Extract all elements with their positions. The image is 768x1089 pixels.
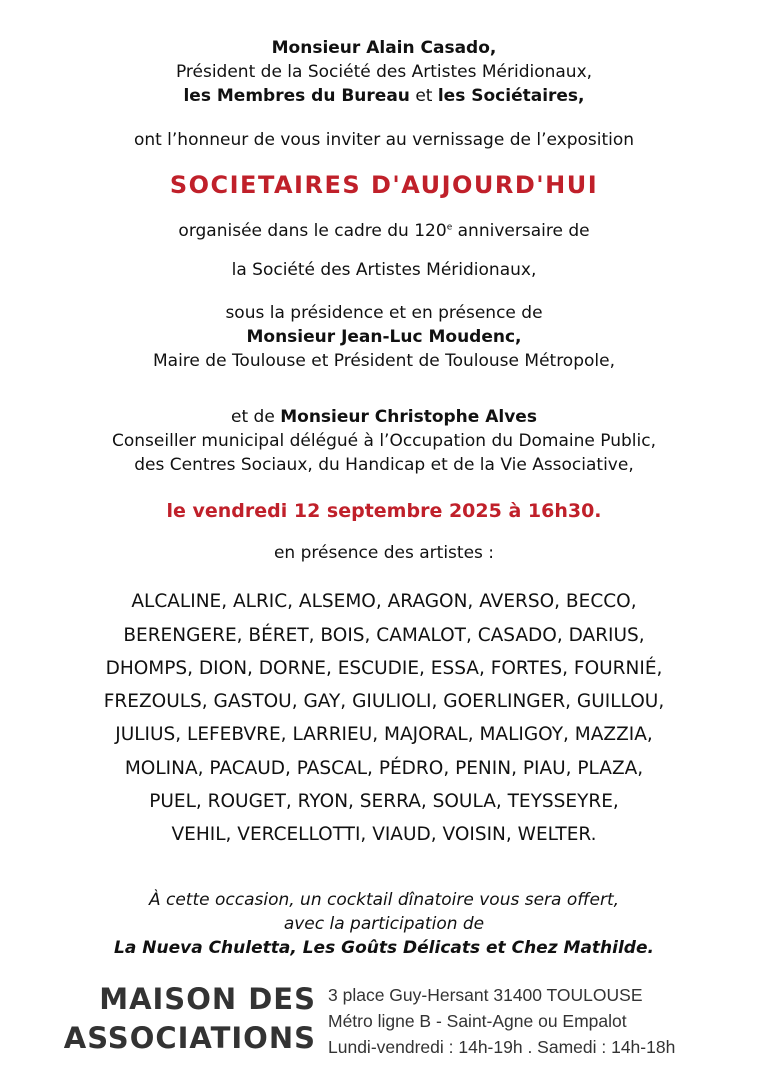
artists-intro: en présence des artistes : xyxy=(273,543,495,563)
president-name: Monsieur Alain Casado, xyxy=(271,38,497,58)
presidence-line: sous la présidence et en présence de xyxy=(225,303,543,323)
artists-line: MOLINA, PACAUD, PASCAL, PÉDRO, PENIN, PIAU, PLAZA, xyxy=(124,758,644,779)
artists-line: BERENGERE, BÉRET, BOIS, CAMALOT, CASADO, DARIUS, xyxy=(123,625,645,646)
bureau-and: et xyxy=(415,86,433,106)
councillor-line xyxy=(0,407,768,427)
ordinal-superscript: e xyxy=(446,222,453,233)
exhibition-title: SOCIETAIRES D'AUJOURD'HUI xyxy=(169,171,599,199)
cocktail-line-1: À cette occasion, un cocktail dînatoire vous sera offert, xyxy=(148,890,620,910)
venue-name-line-2: ASSOCIATIONS xyxy=(63,1021,316,1055)
mayor-name: Monsieur Jean-Luc Moudenc, xyxy=(246,327,522,347)
organized-suffix: anniversaire de xyxy=(452,221,590,241)
artists-line: ALCALINE, ALRIC, ALSEMO, ARAGON, AVERSO, BECCO, xyxy=(131,591,637,612)
councillor-title-2: des Centres Sociaux, du Handicap et de la Vie Associative, xyxy=(134,455,634,475)
president-title: Président de la Société des Artistes Méridionaux, xyxy=(175,62,593,82)
councillor-title-1: Conseiller municipal délégué à l’Occupation du Domaine Public, xyxy=(112,431,656,451)
venue-name-line-1: MAISON DES xyxy=(99,982,316,1016)
organized-prefix: organisée dans le cadre du 120 xyxy=(178,221,447,241)
artists-line: JULIUS, LEFEBVRE, LARRIEU, MAJORAL, MALIGOY, MAZZIA, xyxy=(115,724,653,745)
venue-address: 3 place Guy-Hersant 31400 TOULOUSE xyxy=(328,985,643,1005)
and-prefix: et de xyxy=(231,407,275,427)
society-line: la Société des Artistes Méridionaux, xyxy=(231,260,537,280)
mayor-title: Maire de Toulouse et Président de Toulouse Métropole, xyxy=(153,351,615,371)
venue-hours: Lundi-vendredi : 14h-19h . Samedi : 14h-18h xyxy=(328,1037,676,1057)
artists-line: DHOMPS, DION, DORNE, ESCUDIE, ESSA, FORTES, FOURNIÉ, xyxy=(105,658,663,679)
venue-metro: Métro ligne B - Saint-Agne ou Empalot xyxy=(328,1011,627,1031)
event-date: le vendredi 12 septembre 2025 à 16h30. xyxy=(166,500,602,522)
artists-line: VEHIL, VERCELLOTTI, VIAUD, VOISIN, WELTER. xyxy=(171,824,597,845)
artists-line: FREZOULS, GASTOU, GAY, GIULIOLI, GOERLINGER, GUILLOU, xyxy=(103,691,665,712)
councillor-name: Monsieur Christophe Alves xyxy=(280,407,537,427)
cocktail-partners: La Nueva Chuletta, Les Goûts Délicats et Chez Mathilde. xyxy=(114,938,654,958)
honor-line: ont l’honneur de vous inviter au vernissage de l’exposition xyxy=(133,130,635,150)
bureau-members: les Membres du Bureau xyxy=(183,86,410,106)
artists-line: PUEL, ROUGET, RYON, SERRA, SOULA, TEYSSEYRE, xyxy=(149,791,619,812)
organized-line xyxy=(0,221,768,241)
bureau-line xyxy=(0,86,768,106)
cocktail-line-2: avec la participation de xyxy=(283,914,485,934)
bureau-societaires: les Sociétaires, xyxy=(437,86,585,106)
